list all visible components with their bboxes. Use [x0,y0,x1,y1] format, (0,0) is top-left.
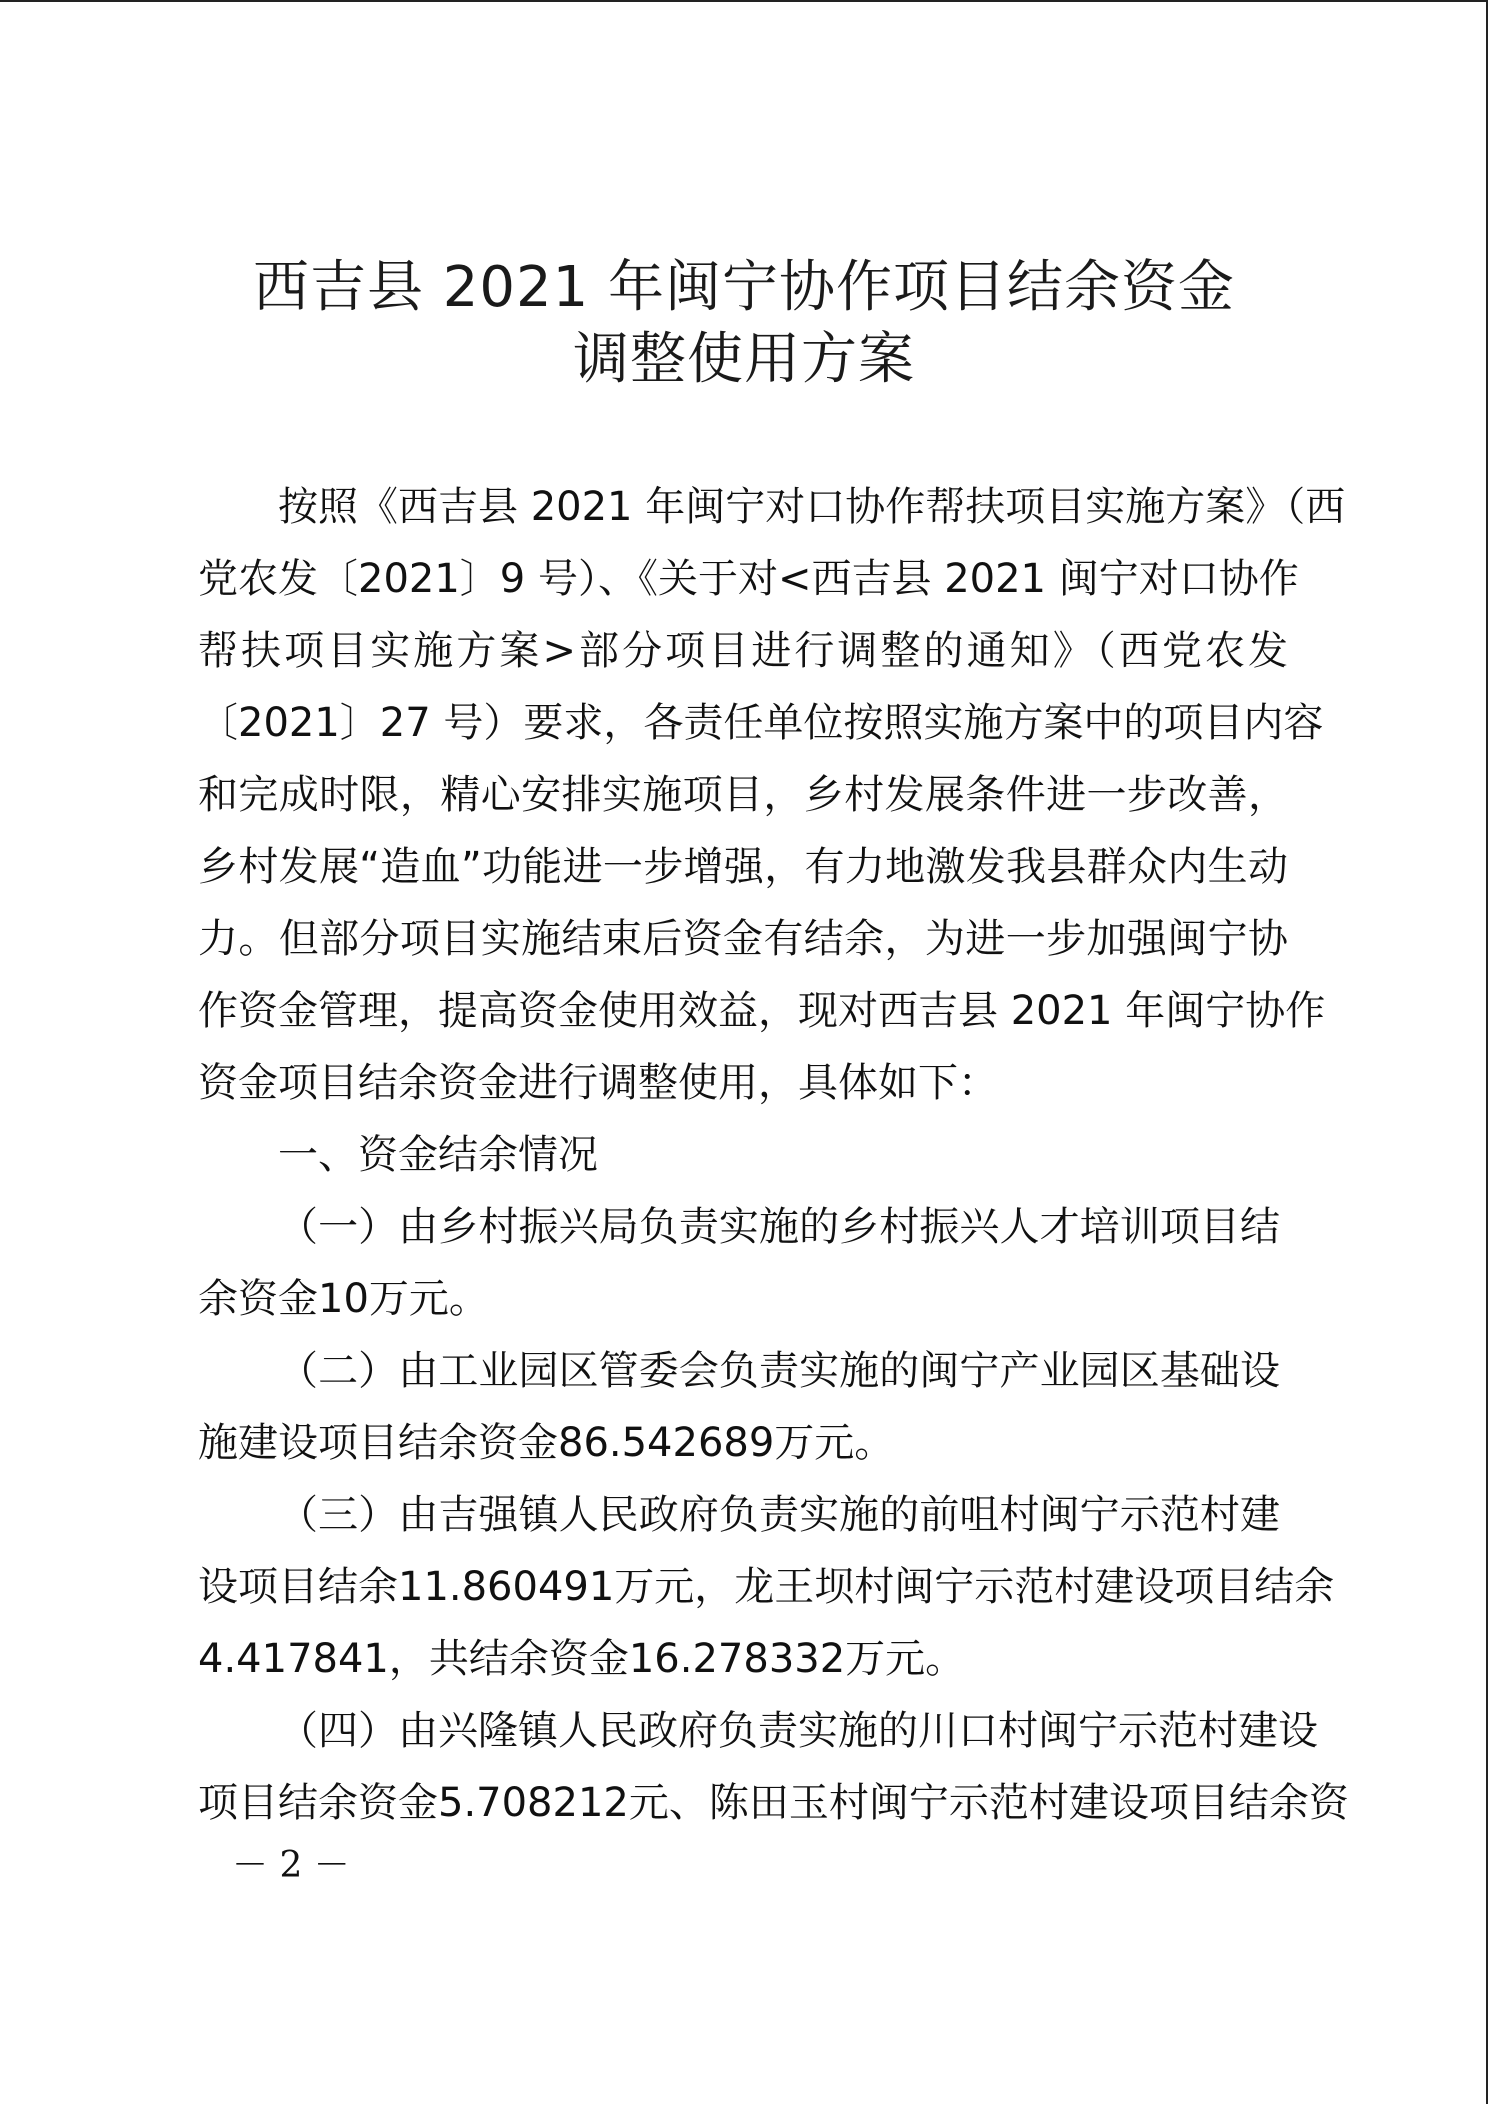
document-title-line-1: 西吉县 2021 年闽宁协作项目结余资金 [252,255,1236,320]
page-number: － 2 － [232,1845,350,1886]
item-3-line-3: 4.417841，共结余资金16.278332万元。 [198,1636,966,1682]
item-2-line-1: （二）由工业园区管委会负责实施的闽宁产业园区基础设 [278,1348,1280,1394]
item-4-line-1: （四）由兴隆镇人民政府负责实施的川口村闽宁示范村建设 [278,1708,1318,1754]
item-1-line-1: （一）由乡村振兴局负责实施的乡村振兴人才培训项目结 [278,1204,1280,1250]
body-line-4: 〔2021〕27 号）要求，各责任单位按照实施方案中的项目内容 [198,700,1324,746]
section-heading-1: 一、资金结余情况 [278,1132,598,1178]
body-line-5: 和完成时限，精心安排实施项目，乡村发展条件进一步改善， [198,772,1288,818]
item-3-line-2: 设项目结余11.860491万元，龙王坝村闽宁示范村建设项目结余 [198,1564,1335,1610]
item-4-line-2: 项目结余资金5.708212元、陈田玉村闽宁示范村建设项目结余资 [198,1780,1349,1826]
body-line-3: 帮扶项目实施方案>部分项目进行调整的通知》（西党农发 [198,628,1288,674]
body-line-2: 党农发〔2021〕9 号）、《关于对<西吉县 2021 闽宁对口协作 [198,556,1299,602]
item-1-line-2: 余资金10万元。 [198,1276,489,1322]
body-line-7: 力。但部分项目实施结束后资金有结余，为进一步加强闽宁协 [198,916,1288,962]
body-line-1: 按照《西吉县 2021 年闽宁对口协作帮扶项目实施方案》（西 [278,484,1346,530]
body-line-9: 资金项目结余资金进行调整使用，具体如下： [198,1060,998,1106]
body-line-6: 乡村发展“造血”功能进一步增强，有力地激发我县群众内生动 [198,844,1288,890]
item-2-line-2: 施建设项目结余资金86.542689万元。 [198,1420,895,1466]
document-title-line-2: 调整使用方案 [573,327,915,392]
body-line-8: 作资金管理，提高资金使用效益，现对西吉县 2021 年闽宁协作 [198,988,1326,1034]
item-3-line-1: （三）由吉强镇人民政府负责实施的前咀村闽宁示范村建 [278,1492,1280,1538]
